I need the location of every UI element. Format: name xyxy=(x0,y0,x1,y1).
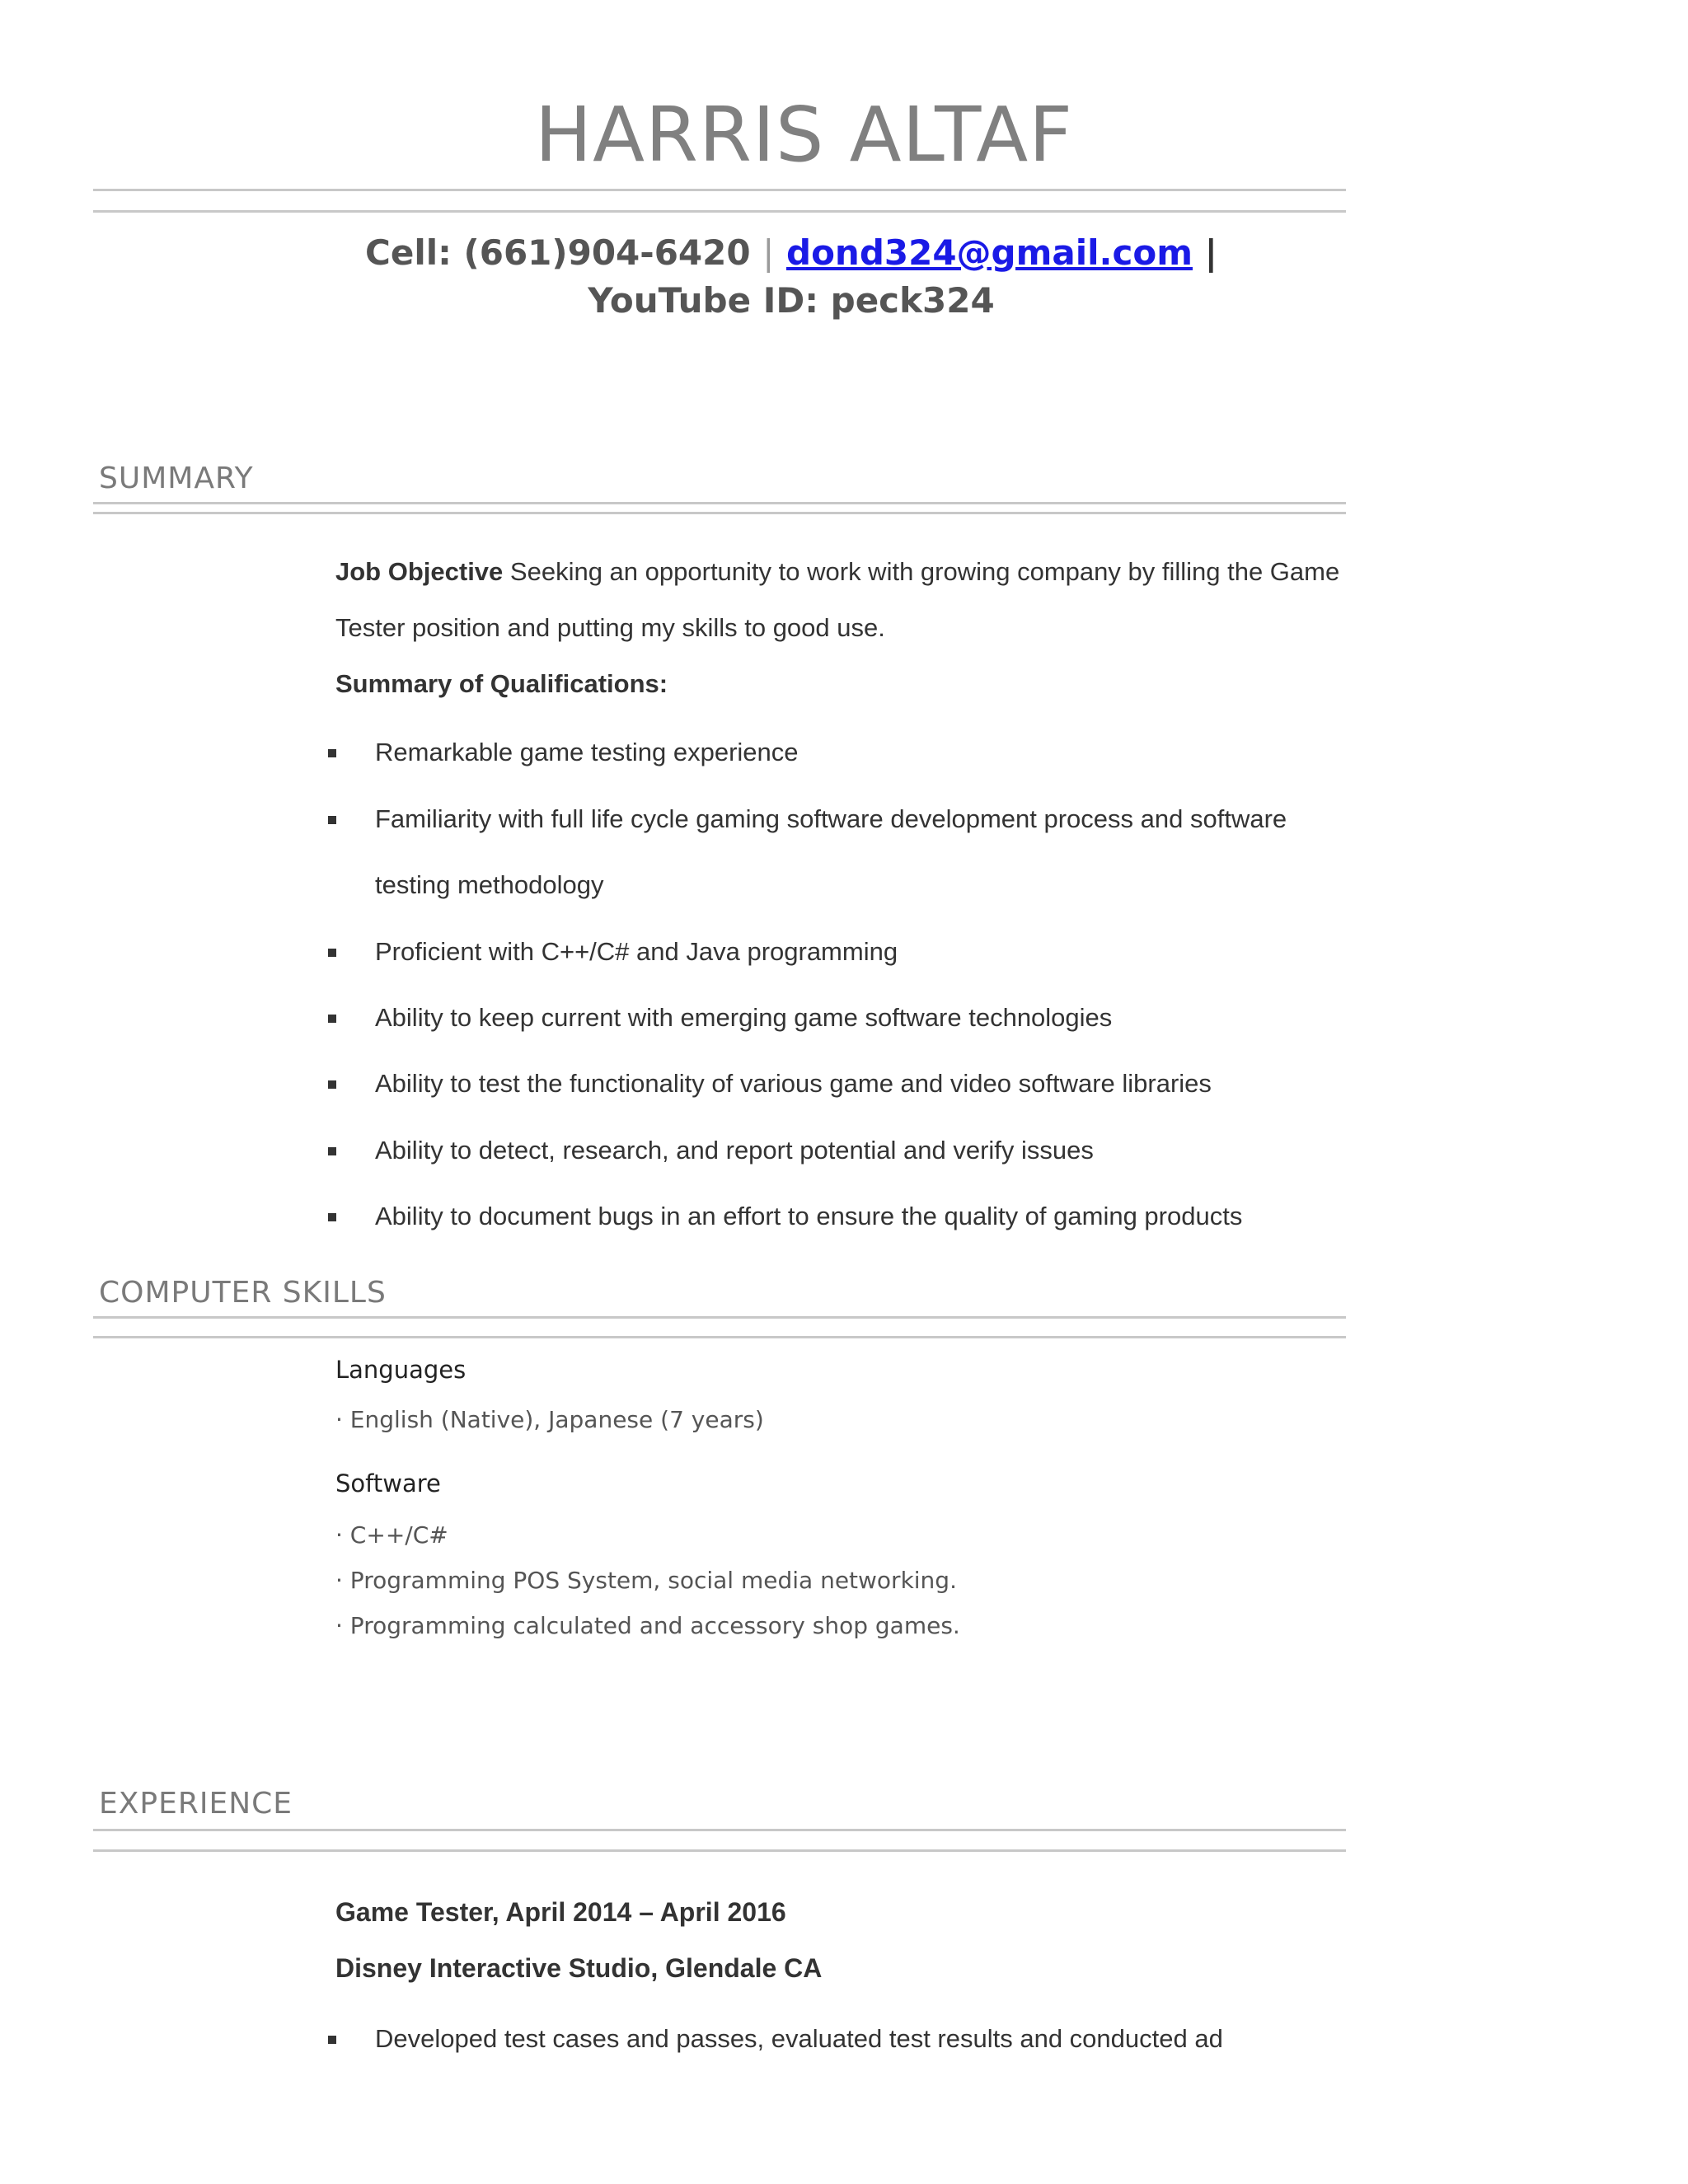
contact-separator: | xyxy=(762,232,775,273)
bullet-icon xyxy=(328,749,336,757)
list-item-text: Ability to detect, research, and report potential and verify issues xyxy=(375,1136,1094,1165)
list-item-text: Developed test cases and passes, evaluated test results and conducted ad xyxy=(375,2024,1223,2053)
candidate-name: HARRIS ALTAF xyxy=(534,91,1074,179)
header-rule-top xyxy=(93,189,1346,191)
job-title: Game Tester, April 2014 – April 2016 xyxy=(335,1897,786,1927)
skills-rule-bottom xyxy=(93,1336,1346,1338)
software-item: · Programming calculated and accessory shop games. xyxy=(335,1612,960,1639)
software-item: · C++/C# xyxy=(335,1521,448,1549)
languages-label: Languages xyxy=(335,1356,467,1384)
list-item-text: Remarkable game testing experience xyxy=(375,738,799,766)
job-objective-text: Seeking an opportunity to work with growing company by filling the Game Tester position and putting my skills to good use. xyxy=(335,557,1340,642)
contact-line xyxy=(0,232,1582,273)
bullet-icon xyxy=(328,1213,336,1221)
bullet-icon xyxy=(328,816,336,824)
bullet-icon xyxy=(328,949,336,957)
youtube-id: YouTube ID: peck324 xyxy=(588,280,995,321)
list-item-text: Ability to document bugs in an effort to ensure the quality of gaming products xyxy=(375,1202,1243,1230)
skills-rule-top xyxy=(93,1316,1346,1319)
qualifications-heading: Summary of Qualifications: xyxy=(335,669,668,698)
job-company: Disney Interactive Studio, Glendale CA xyxy=(335,1953,823,1983)
section-heading-summary: SUMMARY xyxy=(99,462,254,495)
contact-separator-end: | xyxy=(1204,232,1217,273)
experience-rule-top xyxy=(93,1829,1346,1831)
list-item-text: Familiarity with full life cycle gaming software development process and software testing methodology xyxy=(375,804,1287,899)
section-heading-experience: EXPERIENCE xyxy=(99,1787,293,1821)
summary-rule-bottom xyxy=(93,512,1346,514)
summary-rule-top xyxy=(93,502,1346,504)
section-heading-computer-skills: COMPUTER SKILLS xyxy=(99,1276,387,1310)
bullet-icon xyxy=(328,1080,336,1089)
experience-rule-bottom xyxy=(93,1849,1346,1852)
job-objective xyxy=(335,544,1357,656)
software-label: Software xyxy=(335,1469,441,1497)
list-item-text: Proficient with C++/C# and Java programming xyxy=(375,937,898,966)
list-item-text: Ability to test the functionality of various game and video software libraries xyxy=(375,1069,1212,1098)
bullet-icon xyxy=(328,1147,336,1155)
cell-phone: Cell: (661)904-6420 xyxy=(365,232,751,273)
list-item-text: Ability to keep current with emerging game software technologies xyxy=(375,1003,1113,1032)
header-rule-bottom xyxy=(93,210,1346,213)
bullet-icon xyxy=(328,1015,336,1023)
bullet-icon xyxy=(328,2036,336,2044)
email-link[interactable]: dond324@gmail.com xyxy=(786,232,1193,273)
language-item: · English (Native), Japanese (7 years) xyxy=(335,1406,764,1433)
job-objective-label: Job Objective xyxy=(335,557,504,586)
software-item: · Programming POS System, social media networking. xyxy=(335,1567,957,1594)
